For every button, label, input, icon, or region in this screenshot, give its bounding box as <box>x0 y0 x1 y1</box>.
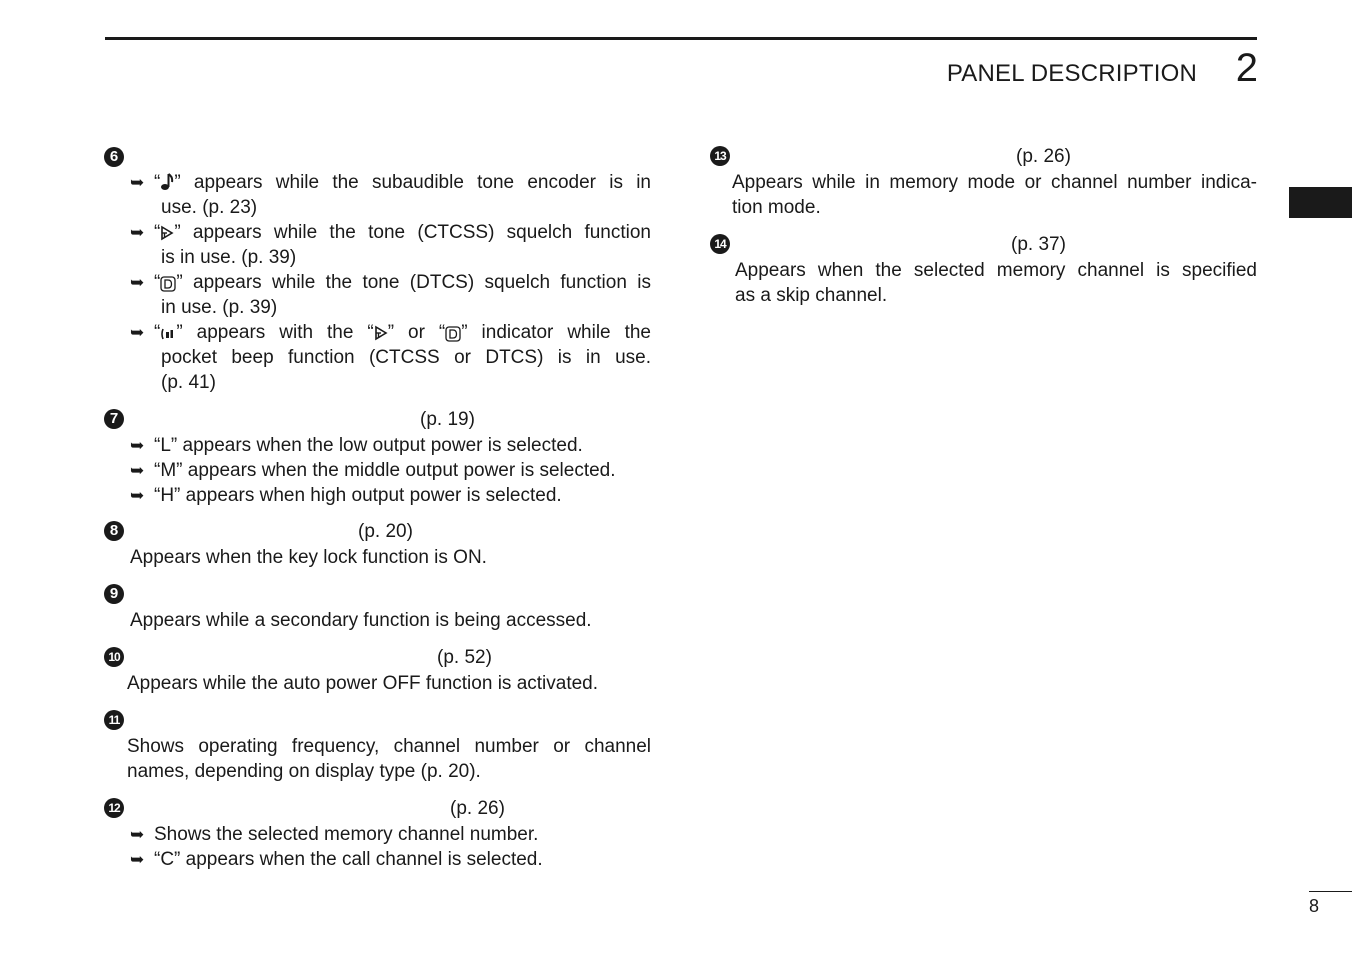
item-12-bullet-1: Shows the selected memory channel number. <box>154 824 539 845</box>
item-6-bullet-3: “ ” appears while the tone (DTCS) squelch function is <box>154 270 651 299</box>
page-reference: (p. 37) <box>1011 234 1066 255</box>
bullet-arrow: ➥ <box>130 850 145 869</box>
item-number-6: 6 <box>104 147 124 167</box>
bullet-arrow: ➥ <box>130 323 145 342</box>
page-reference: (p. 52) <box>437 647 492 668</box>
item-12-bullet-2: “C” appears when the call channel is selected. <box>154 849 543 870</box>
item-7-bullet-3: “H” appears when high output power is selected. <box>154 485 562 506</box>
page-reference: (p. 26) <box>1016 146 1071 167</box>
item-number-14: 14 <box>710 234 730 254</box>
item-11-text: Shows operating frequency, channel number or channel <box>127 736 651 757</box>
page-number: 8 <box>1309 896 1320 916</box>
item-6-bullet-4-cont: pocket beep function (CTCSS or DTCS) is in use. <box>161 347 651 368</box>
page-reference: (p. 26) <box>450 798 505 819</box>
bullet-arrow: ➥ <box>130 223 145 242</box>
chapter-thumb-tab <box>1289 187 1352 218</box>
item-number-11: 11 <box>104 710 124 730</box>
item-10-text: Appears while the auto power OFF function is activated. <box>127 673 599 694</box>
item-7-bullet-2: “M” appears when the middle output power is selected. <box>154 460 616 481</box>
item-13-text-cont: tion mode. <box>732 197 821 218</box>
chapter-number: 2 <box>1235 46 1258 90</box>
bullet-arrow: ➥ <box>130 436 145 455</box>
item-14-text-cont: as a skip channel. <box>735 285 888 306</box>
item-number-10: 10 <box>104 647 124 667</box>
item-6-bullet-2: “ ” appears while the tone (CTCSS) squelch function <box>154 220 651 249</box>
item-6-bullet-4-cont-2: (p. 41) <box>161 372 216 393</box>
page-number-rule <box>1309 891 1352 892</box>
item-6-bullet-3-cont: in use. (p. 39) <box>161 297 278 318</box>
item-number-7: 7 <box>104 409 124 429</box>
bullet-arrow: ➥ <box>130 486 145 505</box>
item-6-bullet-2-cont: is in use. (p. 39) <box>161 247 297 268</box>
bullet-arrow: ➥ <box>130 173 145 192</box>
page-reference: (p. 19) <box>420 409 475 430</box>
top-rule <box>105 37 1257 40</box>
item-9-text: Appears while a secondary function is being accessed. <box>130 610 592 631</box>
item-number-8: 8 <box>104 521 124 541</box>
item-number-12: 12 <box>104 798 124 818</box>
item-13-text: Appears while in memory mode or channel number indica- <box>732 172 1257 193</box>
section-title: PANEL DESCRIPTION <box>946 60 1197 87</box>
page-reference: (p. 20) <box>358 521 413 542</box>
item-6-bullet-1: “ ” appears while the subaudible tone encoder is in <box>154 170 651 199</box>
item-number-13: 13 <box>710 146 730 166</box>
item-11-text-cont: names, depending on display type (p. 20). <box>127 761 481 782</box>
item-6-bullet-1-cont: use. (p. 23) <box>161 197 258 218</box>
bullet-arrow: ➥ <box>130 461 145 480</box>
item-6-bullet-4: “ ” appears with the “ ” or “ ” indicator while the <box>154 320 651 349</box>
item-8-text: Appears when the key lock function is ON. <box>130 547 487 568</box>
item-7-bullet-1: “L” appears when the low output power is selected. <box>154 435 583 456</box>
bullet-arrow: ➥ <box>130 825 145 844</box>
item-number-9: 9 <box>104 584 124 604</box>
item-14-text: Appears when the selected memory channel is specified <box>735 260 1257 281</box>
bullet-arrow: ➥ <box>130 273 145 292</box>
